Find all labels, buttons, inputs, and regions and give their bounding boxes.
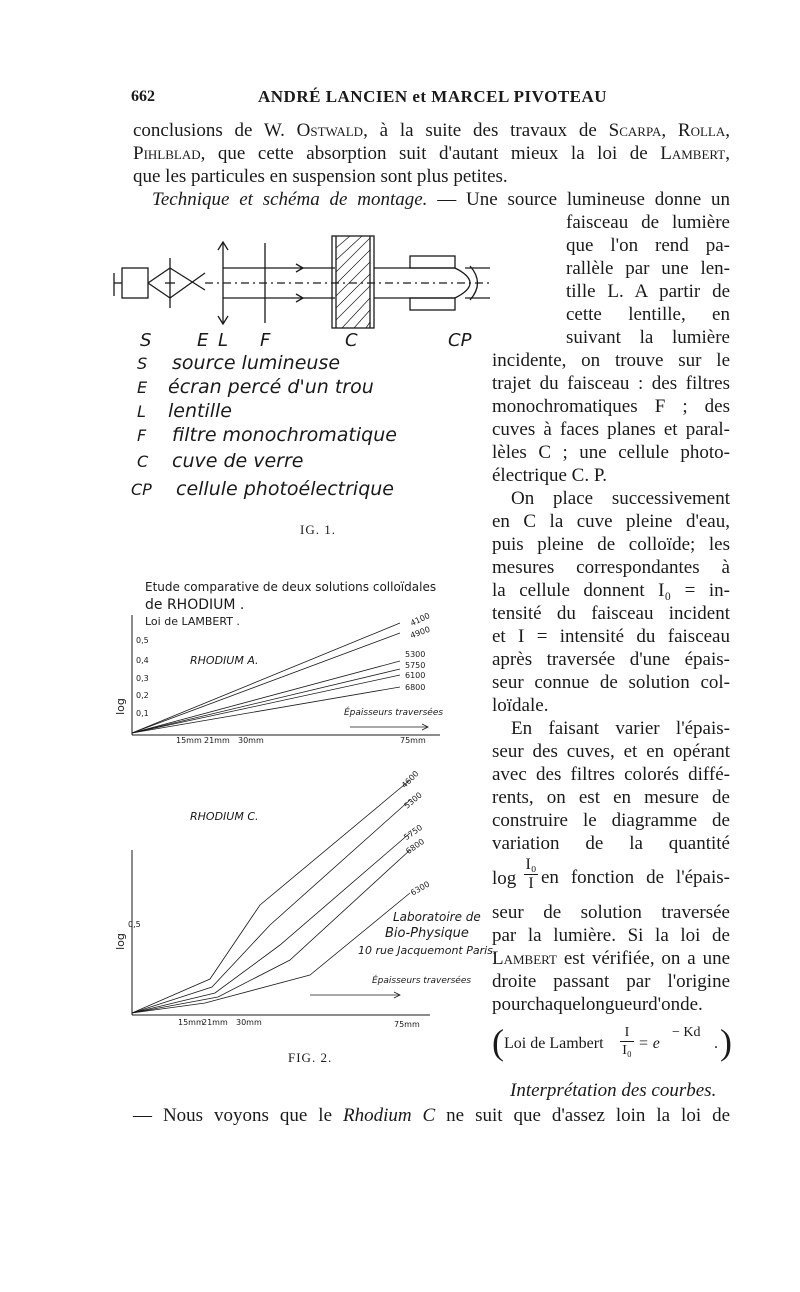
c-wave-0: 4600 [399, 769, 421, 790]
rc-line-32: Lambert est vérifiée, on a une [492, 948, 731, 969]
a-xtick-2: 30mm [238, 736, 264, 745]
a-wave-4: 6100 [405, 671, 426, 680]
rc-line-29: en fonction de l'épais- [541, 867, 730, 888]
rc-line-2: que l'on rend pa- [566, 235, 730, 256]
a-ytick-0: 0,5 [136, 636, 149, 645]
rc-line-19: et I = intensité du faisceau [492, 626, 730, 647]
rc-line-24: seur des cuves, et en opérant [492, 741, 730, 762]
intro-line-3: que les particules en suspension sont plus petites. [133, 166, 508, 187]
lab-line-2: Bio-Physique [385, 926, 469, 941]
lab-line-1: Laboratoire de [393, 910, 481, 924]
a-ytick-2: 0,3 [136, 674, 149, 683]
fig2-rhodium-c: RHODIUM C. [190, 810, 259, 823]
rc-line-14: en C la cuve pleine d'eau, [492, 511, 730, 532]
fig1-label-S: S [140, 330, 152, 351]
a-wave-5: 6800 [405, 683, 426, 692]
rc-line-12: électrique C. P. [492, 465, 608, 486]
c-wave-3: 6800 [404, 836, 427, 857]
fraction: I₀ I [525, 856, 537, 892]
fig1-label-C: C [345, 330, 358, 351]
fig2-title-2: de RHODIUM . [145, 597, 245, 613]
legend-text-E: écran percé d'un trou [168, 376, 374, 398]
a-ytick-4: 0,1 [136, 709, 149, 718]
a-wave-2: 5300 [405, 650, 426, 659]
a-ylabel: log [113, 698, 127, 715]
a-wave-1: 4900 [409, 624, 432, 641]
c-xlabel: Épaisseurs traversées [372, 976, 472, 986]
lab-line-3: 10 rue Jacquemont Paris. [358, 944, 497, 957]
intro-line-2: Pihlblad, que cette absorption suit d'autant mieux la loi de Lambert, [133, 143, 730, 164]
source-box [122, 268, 148, 298]
c-xtick-0: 15mm [178, 1018, 204, 1027]
lambert-formula: ( Loi de Lambert I I₀ = e − Kd . ) [492, 1022, 732, 1062]
a-ytick-3: 0,2 [136, 691, 149, 700]
rc-line-13: On place successivement [511, 488, 730, 509]
fig1-label-L: L [218, 330, 229, 351]
rc-line-18: tensité du faisceau incident [492, 603, 730, 624]
c-xtick-1: 21mm [202, 1018, 228, 1027]
legend-text-F: filtre monochromatique [172, 424, 397, 446]
cell-CP [410, 256, 455, 268]
c-ytick-0: 0,5 [128, 920, 141, 929]
rc-line-4: tille L. A partir de [566, 281, 730, 302]
section-heading: Interprétation des courbes. [510, 1080, 717, 1101]
fig1-label-F: F [260, 330, 271, 351]
rc-line-9: monochromatiques F ; des [492, 396, 730, 417]
rc-line-28: variation de la quantité [492, 833, 730, 854]
rc-line-7: incidente, on trouve sur le [492, 350, 730, 371]
fig1-schematic [110, 228, 500, 348]
rc-line-20: après traversée d'une épais- [492, 649, 730, 670]
legend-text-L: lentille [168, 400, 232, 422]
c-wave-4: 6300 [409, 879, 432, 898]
fig2-rhodium-a: RHODIUM A. [190, 654, 259, 667]
rc-line-33: droite passant par l'origine [492, 971, 730, 992]
rc-line-17: la cellule donnent I₀ = in- [492, 580, 730, 601]
a-line-5300 [132, 661, 400, 733]
legend-key-L: L [137, 402, 146, 421]
a-line-6100 [132, 675, 400, 733]
c-ylabel: log [113, 933, 127, 950]
legend-key-C: C [137, 452, 149, 471]
a-wave-3: 5750 [405, 661, 426, 670]
legend-key-F: F [137, 426, 147, 445]
rc-line-15: puis pleine de colloïde; les [492, 534, 730, 555]
c-line-4600 [132, 780, 410, 1013]
rc-line-34: pourchaquelongueurd'onde. [492, 994, 703, 1015]
a-xtick-0: 15mm [176, 736, 202, 745]
rc-line-1: faisceau de lumière [566, 212, 730, 233]
rc-line-11: lèles C ; une cellule photo- [492, 442, 730, 463]
running-title: ANDRÉ LANCIEN et MARCEL PIVOTEAU [258, 87, 608, 106]
last-line: — Nous voyons que le Rhodium C ne suit que d'assez loin la loi de [133, 1105, 731, 1126]
rc-line-22: loïdale. [492, 695, 549, 716]
legend-text-CP: cellule photoélectrique [176, 478, 394, 500]
rc-line-26: rents, on est en mesure de [492, 787, 730, 808]
rc-line-5: cette lentille, en [566, 304, 730, 325]
rc-line-27: construire le diagramme de [492, 810, 730, 831]
rc-line-25: avec des filtres colorés diffé- [492, 764, 730, 785]
c-wave-2: 5750 [402, 822, 425, 843]
legend-text-C: cuve de verre [172, 450, 304, 472]
c-line-5750 [132, 833, 410, 1013]
c-line-5300 [132, 800, 410, 1013]
a-xlabel: Épaisseurs traversées [344, 708, 444, 718]
rc-line-6: suivant la lumière [566, 327, 730, 348]
legend-text-S: source lumineuse [172, 352, 341, 374]
rc-line-31: par la lumière. Si la loi de [492, 925, 730, 946]
rc-line-23: En faisant varier l'épais- [511, 718, 730, 739]
legend-key-S: S [137, 354, 148, 373]
fig1-label-E: E [197, 330, 209, 351]
page-number: 662 [131, 88, 155, 105]
c-line-6800 [132, 850, 410, 1013]
a-line-5750 [132, 669, 400, 733]
fig2-title-3: Loi de LAMBERT . [145, 615, 240, 628]
legend-key-CP: CP [131, 480, 152, 499]
rc-line-21: seur connue de solution col- [492, 672, 730, 693]
c-wave-1: 5300 [402, 790, 424, 811]
rc-line-16: mesures correspondantes à [492, 557, 730, 578]
a-line-4900 [132, 633, 400, 733]
c-xtick-3: 75mm [394, 1020, 420, 1029]
fig2-title-1: Etude comparative de deux solutions colloïdales [145, 580, 437, 594]
rc-line-10: cuves à faces planes et paral- [492, 419, 730, 440]
rc-line-8: trajet du faisceau : des filtres [492, 373, 730, 394]
rc-line-3: rallèle par une len- [566, 258, 730, 279]
fig1-label-CP: CP [448, 330, 472, 351]
a-ytick-1: 0,4 [136, 656, 149, 665]
fig1-caption: IG. 1. [300, 522, 336, 537]
intro-line-1: conclusions de W. Ostwald, à la suite des travaux de Scarpa, Rolla, [133, 120, 731, 141]
a-xtick-3: 75mm [400, 736, 426, 745]
legend-key-E: E [137, 378, 148, 397]
fig2-caption: FIG. 2. [288, 1050, 333, 1065]
rc-line-30: seur de solution traversée [492, 902, 730, 923]
a-xtick-1: 21mm [204, 736, 230, 745]
intro-line-4: Technique et schéma de montage. — Une source lumineuse donne un [152, 189, 730, 210]
a-wave-0: 4100 [409, 611, 432, 628]
log-word: log [492, 868, 517, 889]
fig2-chart [110, 575, 490, 1045]
c-xtick-2: 30mm [236, 1018, 262, 1027]
